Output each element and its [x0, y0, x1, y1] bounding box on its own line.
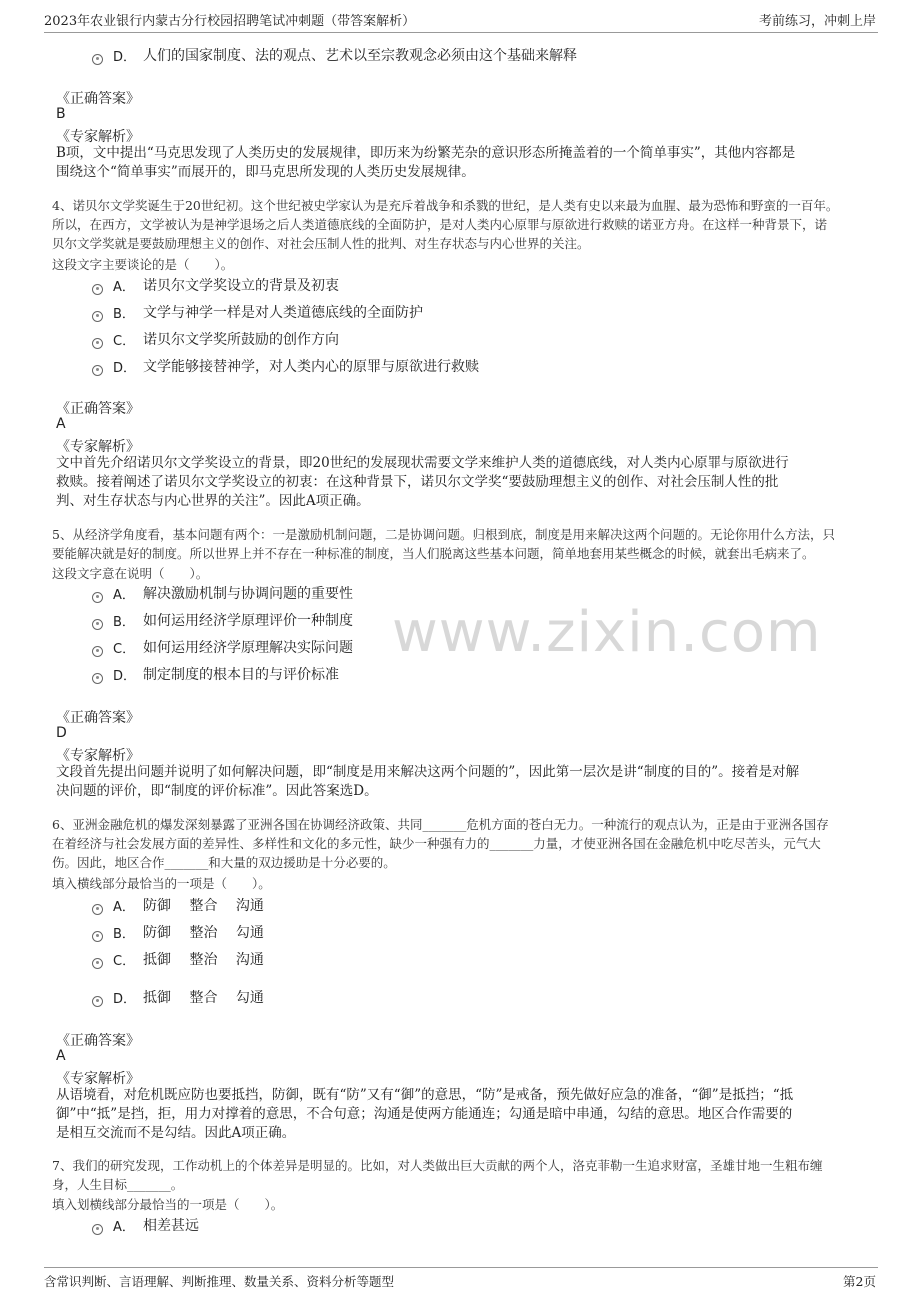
q6-text: 6、亚洲金融危机的爆发深刻暴露了亚洲各国在协调经济政策、共同_______危机方面的苍白无力。一种流行的观点认为，正是由于亚洲各国存 在着经济与社会发展方面的差异性、多样性和文化的多元性，缺少一种强有力的_______力量，才使亚洲各国在金融危机中吃尽苦头，元气大 伤。因此，地区合作_______和大量的双边援助是十分必要的。 — [52, 817, 829, 870]
q3-analysis: B项，文中提出“马克思发现了人类历史的发展规律，即历来为纷繁芜杂的意识形态所掩盖着的一个简单事实”，其他内容都是 围绕这个“简单事实”而展开的，即马克思所发现的人类历史发展规律。 — [56, 145, 796, 180]
page-header-tagline: 考前练习，冲刺上岸 — [758, 14, 876, 29]
footer-divider — [44, 1267, 878, 1268]
answer-label: 《正确答案》 — [56, 710, 140, 726]
radio-icon[interactable] — [92, 284, 103, 295]
radio-icon[interactable] — [92, 365, 103, 376]
radio-icon[interactable] — [92, 673, 103, 684]
radio-icon[interactable] — [92, 958, 103, 969]
footer-description: 含常识判断、言语理解、判断推理、数量关系、资料分析等题型 — [44, 1274, 395, 1289]
q5-option-a[interactable]: A． 解决激励机制与协调问题的重要性 — [92, 582, 353, 604]
radio-icon[interactable] — [92, 54, 103, 65]
q4-option-a[interactable]: A． 诺贝尔文学奖设立的背景及初衷 — [92, 274, 339, 296]
radio-icon[interactable] — [92, 592, 103, 603]
q5-analysis: 文段首先提出问题并说明了如何解决问题，即“制度是用来解决这两个问题的”，因此第一层次是讲“制度的目的”。接着是对解 决问题的评价，即“制度的评价标准”。因此答案选D。 — [56, 764, 800, 799]
q4-option-b[interactable]: B． 文学与神学一样是对人类道德底线的全面防护 — [92, 301, 423, 323]
q6-analysis: 从语境看，对危机既应防也要抵挡，防御，既有“防”又有“御”的意思，“防”是戒备，预先做好应急的准备，“御”是抵挡；“抵 御”中“抵”是挡，拒，用力对撑着的意思，不合句意；沟通是使两方能通连；勾通是暗中串通，勾结的意思。地区合作需要的 是相互交流而不是勾结。因此A项正确。 — [56, 1087, 794, 1141]
q7-option-a[interactable]: A． 相差甚远 — [92, 1214, 199, 1236]
radio-icon[interactable] — [92, 311, 103, 322]
analysis-label: 《专家解析》 — [56, 439, 140, 455]
q5-option-b[interactable]: B． 如何运用经济学原理评价一种制度 — [92, 609, 353, 631]
q4-option-c[interactable]: C． 诺贝尔文学奖所鼓励的创作方向 — [92, 328, 339, 350]
option-text: 人们的国家制度、法的观点、艺术以至宗教观念必须由这个基础来解释 — [143, 48, 577, 64]
q6-option-c[interactable]: C． 抵御 整治 沟通 — [92, 948, 264, 970]
radio-icon[interactable] — [92, 996, 103, 1007]
radio-icon[interactable] — [92, 338, 103, 349]
radio-icon[interactable] — [92, 619, 103, 630]
answer-label: 《正确答案》 — [56, 401, 140, 417]
analysis-label: 《专家解析》 — [56, 748, 140, 764]
q4-text: 4、诺贝尔文学奖诞生于20世纪初。这个世纪被史学家认为是充斥着战争和杀戮的世纪，是人类有史以来最为血腥、最为恐怖和野蛮的一百年。 所以，在西方，文学被认为是神学退场之后人类道德底线的全面防护，是对人类内心原罪与原欲进行救赎的诺亚方舟。在这样一种背景下，诺 贝尔文学奖就是要鼓励理想主义的创作、对社会压制人性的批判、对生存状态与内心世界的关注。 — [52, 198, 839, 251]
header-divider — [44, 32, 878, 33]
q5-stem: 这段文字意在说明（ ）。 — [52, 566, 209, 581]
radio-icon[interactable] — [92, 1224, 103, 1235]
q5-answer: D — [56, 725, 67, 741]
q3-answer: B — [56, 106, 66, 122]
answer-label: 《正确答案》 — [56, 1033, 140, 1049]
q4-answer: A — [56, 416, 66, 432]
page-number: 第2页 — [843, 1274, 876, 1289]
answer-label: 《正确答案》 — [56, 91, 140, 107]
q4-analysis: 文中首先介绍诺贝尔文学奖设立的背景，即20世纪的发展现状需要文学来维护人类的道德底线，对人类内心原罪与原欲进行 救赎。接着阐述了诺贝尔文学奖设立的初衷：在这种背景下，诺贝尔文学奖“要鼓励理想主义的创作、对社会压制人性的批 判、对生存状态与内心世界的关注”。因此A项正确。 — [56, 455, 789, 509]
radio-icon[interactable] — [92, 931, 103, 942]
q4-option-d[interactable]: D． 文学能够接替神学，对人类内心的原罪与原欲进行救赎 — [92, 355, 479, 377]
page-header-title: 2023年农业银行内蒙古分行校园招聘笔试冲刺题（带答案解析） — [44, 14, 416, 29]
q6-stem: 填入横线部分最恰当的一项是（ ）。 — [52, 876, 271, 891]
watermark: www.zixin.com — [392, 600, 822, 665]
analysis-label: 《专家解析》 — [56, 1071, 140, 1087]
q6-option-b[interactable]: B． 防御 整治 勾通 — [92, 921, 264, 943]
q6-option-a[interactable]: A． 防御 整合 沟通 — [92, 894, 264, 916]
q6-answer: A — [56, 1048, 66, 1064]
q5-option-d[interactable]: D． 制定制度的根本目的与评价标准 — [92, 663, 339, 685]
q3-option-d[interactable]: D． 人们的国家制度、法的观点、艺术以至宗教观念必须由这个基础来解释 — [92, 44, 577, 66]
q5-text: 5、从经济学角度看，基本问题有两个：一是激励机制问题，二是协调问题。归根到底，制度是用来解决这两个问题的。无论你用什么方法，只 要能解决就是好的制度。所以世界上并不存在一种标准的制度，当人们脱离这些基本问题，简单地套用某些概念的时候，就套出毛病来了。 — [52, 527, 835, 561]
q4-stem: 这段文字主要谈论的是（ ）。 — [52, 257, 234, 272]
q6-option-d[interactable]: D． 抵御 整合 勾通 — [92, 986, 264, 1008]
radio-icon[interactable] — [92, 904, 103, 915]
analysis-label: 《专家解析》 — [56, 129, 140, 145]
radio-icon[interactable] — [92, 646, 103, 657]
q5-option-c[interactable]: C． 如何运用经济学原理解决实际问题 — [92, 636, 353, 658]
q7-stem: 填入划横线部分最恰当的一项是（ ）。 — [52, 1197, 284, 1212]
q7-text: 7、我们的研究发现，工作动机上的个体差异是明显的。比如，对人类做出巨大贡献的两个人，洛克菲勒一生追求财富，圣雄甘地一生粗布缠 身，人生目标_______。 — [52, 1158, 823, 1192]
